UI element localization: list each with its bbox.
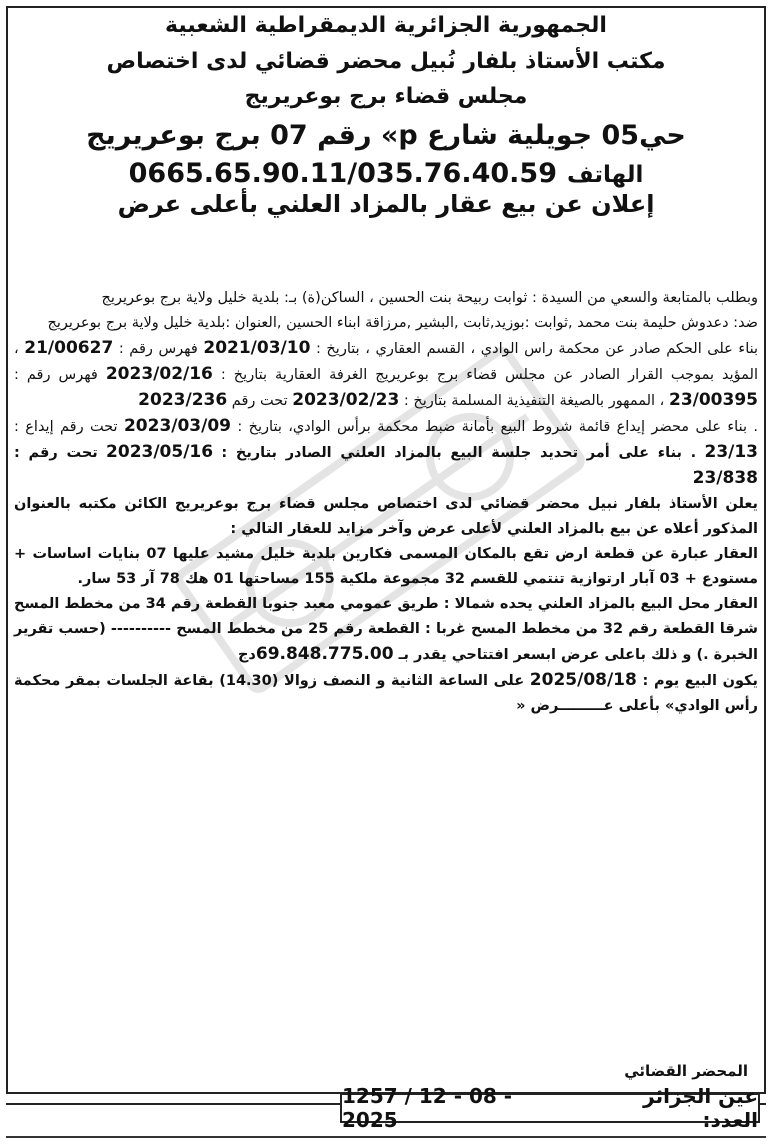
bottom-rule [6,1136,766,1138]
paragraph-plaintiff: وبطلب بالمتابعة والسعي من السيدة : ثوابت ربيحة بنت الحسين ، الساكن(ة) بـ: بلدية خليل ولاية برج بوعريريج [101,290,758,306]
executory-number: 2023/236 [138,390,228,410]
paragraph-defendants: ضد: دعدوش حليمة بنت محمد ,ثوابت :بوزيد,ثابت ,البشير ,مرزاقة ابناء الحسين ,العنوان :بلدية خليل ولاية برج بوعريريج [47,315,758,331]
order-date: 2023/05/16 [106,442,214,462]
bailiff-signature: المحضر القضائي [624,1062,748,1080]
appeal-index: 23/00395 [668,390,758,410]
deposit-number: 23/13 [704,442,759,462]
judgment-index: 21/00627 [24,338,114,358]
deposit-date: 2023/03/09 [123,416,231,436]
phone-label: الهاتف [567,162,644,189]
office-address: حي05 جويلية شارع p» رقم 07 برج بوعريريج [86,119,686,151]
announcement-body [14,286,758,719]
judgment-date: 2021/03/10 [203,338,311,358]
paragraph-property: العقار عبارة عن قطعة ارض تقع بالمكان المسمى فكارين بلدية خليل مشيد عليها 07 بنايات اساسات + مستودع + 03 آبار ارتوازية تنتمي للقسم 32 مجموعة ملكية 155 مساحتها 01 هك 78 آر 53 سار. [14,546,758,587]
paragraph-notice: يعلن الأستاذ بلفار نبيل محضر قضائي لدى اختصاص مجلس قضاء برج بوعريريج الكائن مكتبه بالعنوان المذكور أعلاه عن بيع بالمزاد العلني لأعلى عرض وآخر مزايد للعقار التالي : [14,496,758,537]
appeal-date: 2023/02/16 [105,364,213,384]
court-name: مجلس قضاء برج بوعريريج [244,84,528,109]
paragraph-sale-date: يكون البيع يوم : 2025/08/18 على الساعة الثانية و النصف زوالا (14.30) بقاعة الجلسات بمقر محكمة رأس الوادي» بأعلى عـــــــــرض « [14,670,758,714]
executory-date: 2023/02/23 [292,390,400,410]
phone-number: 0665.65.90.11/035.76.40.59 [128,158,557,190]
header [0,12,772,219]
paragraph-boundaries: العقار محل البيع بالمزاد العلني يحده شمالا : طريق عمومي معبد جنوبا القطعة رقم 34 من مخطط المسح شرقا القطعة رقم 32 من مخطط المسح غربا : القطعة رقم 25 من مخطط المسح ---------- (حسب تقرير الخبرة .) و ذلك باعلى عرض ابسعر افتتاحي يقدر بـ 69.848.775.00دج [14,596,758,664]
footer-label: عين الجزائر العدد: [643,1084,758,1132]
footer-issue: 1257 / 12 - 08 - 2025 [342,1084,513,1132]
sale-date: 2025/08/18 [529,670,637,690]
paragraph-deposit: . بناء على محضر إيداع قائمة شروط البيع بأمانة ضبط محكمة برأس الوادي، بتاريخ : 2023/03/09 تحت رقم إيداع : 23/13 . بناء على أمر تحديد جلسة البيع بالمزاد العلني الصادر بتاريخ : 2023/05/16 تحت رقم : 23/838 [14,416,759,488]
phone-row [0,158,772,189]
announcement-title: إعلان عن بيع عقار بالمزاد العلني بأعلى عرض [117,190,655,219]
publication-footer [340,1084,760,1132]
paragraph-judgment: بناء على الحكم صادر عن محكمة راس الوادي ، القسم العقاري ، بتاريخ : 2021/03/10 فهرس رقم : 21/00627 ، المؤيد بموجب القرار الصادر عن مجلس قضاء برج بوعريريج الغرفة العقارية بتاريخ : 2023/02/16 فهرس رقم : 23/00395 ، الممهور بالصيغة التنفيذية المسلمة بتاريخ : 2023/02/23 تحت رقم 2023/236 [14,338,759,410]
republic-title: الجمهورية الجزائرية الديمقراطية الشعبية [165,13,607,38]
opening-price: 69.848.775.00 [255,644,394,664]
office-title: مكتب الأستاذ بلفار نُبيل محضر قضائي لدى اختصاص [106,48,666,74]
order-number: 23/838 [692,468,758,488]
